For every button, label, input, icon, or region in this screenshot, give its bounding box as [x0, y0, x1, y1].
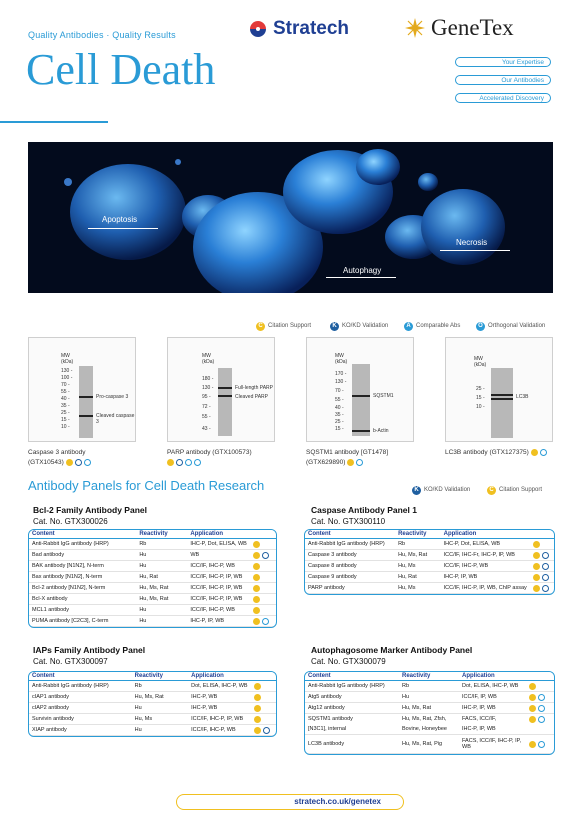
cell-reactivity: Rb [136, 539, 187, 550]
mw-label: 72 - [202, 404, 211, 410]
cell-reactivity: Hu, Rat [395, 572, 441, 583]
orthogonal-icon [540, 449, 547, 456]
legend-comparable-label: Comparable Abs [416, 323, 461, 329]
cell-reactivity: Hu, Ms, Rat, Pig [399, 735, 459, 754]
blot-band [218, 395, 232, 397]
cell-reactivity: Hu, Ms [395, 583, 441, 594]
cell-reactivity: Hu [136, 561, 187, 572]
col-reactivity: Reactivity [132, 672, 188, 681]
caption-line: LC3B antibody (GTX127375) [445, 449, 529, 456]
blot-lc3b [445, 337, 553, 442]
cell-content: Caspase 3 antibody [305, 550, 395, 561]
iaps-panel-table [28, 671, 277, 737]
cell-application: IHC-P, WB [188, 703, 250, 714]
mw-label: 55 - [61, 389, 70, 395]
hero-line-autophagy [326, 277, 396, 278]
blot-band [218, 387, 232, 389]
citation-icon: C [487, 486, 496, 495]
mw-label: 180 - [202, 376, 214, 382]
section-legend-citation-label: Citation Support [499, 487, 543, 493]
table-row [29, 594, 276, 605]
table-row [305, 583, 554, 594]
cell-application: ICC/IF, IHC-P, IP, WB [188, 714, 250, 725]
cell-reactivity: Hu, Ms, Rat [136, 594, 187, 605]
citation-icon [531, 449, 538, 456]
section-legend-citation [487, 485, 542, 495]
footer-url-link[interactable]: stratech.co.uk/genetex [176, 794, 404, 810]
kokd-icon: K [412, 486, 421, 495]
kokd-icon: K [330, 322, 339, 331]
table-row [29, 572, 276, 583]
table-row [305, 714, 554, 725]
caspase-panel-title: Caspase Antibody Panel 1 [311, 505, 417, 515]
mw-label: 130 - [202, 385, 214, 391]
band-label: Cleaved PARP [235, 394, 268, 400]
blot-sqstm1 [306, 337, 414, 442]
cell-content: Atg5 antibody [305, 692, 399, 703]
band-label: Pro-caspase 3 [96, 394, 129, 400]
legend-citation [256, 321, 311, 331]
mw-header: MW (kDa) [335, 353, 348, 365]
cell-reactivity: Hu [399, 692, 459, 703]
cell-reactivity: Hu, Ms [132, 714, 188, 725]
band-label: LC3B [516, 394, 529, 400]
mw-label: 130 - [61, 368, 73, 374]
cell-application: IHC-P, Dot, ELISA, WB [187, 539, 249, 550]
caption-line: (GTX10543) [28, 459, 64, 466]
cell-content: cIAP1 antibody [29, 692, 132, 703]
cell-content: Atg12 antibody [305, 703, 399, 714]
cell-reactivity: Hu, Ms, Rat [395, 550, 441, 561]
mw-label: 10 - [61, 424, 70, 430]
cell-content: Bax antibody [N1N2], N-term [29, 572, 136, 583]
caption-sqstm1 [306, 448, 388, 468]
stratech-logo-icon [248, 19, 268, 39]
cell-reactivity: Hu, Rat [136, 572, 187, 583]
cell-application: IHC-P, IP, WB [459, 703, 526, 714]
table-row [305, 539, 554, 550]
cell-reactivity: Hu [132, 725, 188, 736]
band-label: Full-length PARP [235, 385, 273, 391]
caption-caspase3 [28, 448, 91, 468]
cell-content: Caspase 9 antibody [305, 572, 395, 583]
kokd-icon [75, 459, 82, 466]
citation-icon [253, 563, 260, 570]
table-row [29, 714, 276, 725]
mw-label: 25 - [335, 419, 344, 425]
band-label: SQSTM1 [373, 393, 394, 399]
citation-icon [529, 694, 536, 701]
autophagosome-panel-cat: Cat. No. GTX300079 [311, 657, 386, 666]
blot-lane [352, 364, 370, 436]
mw-label: 100 - [61, 375, 73, 381]
cell-reactivity: Rb [399, 681, 459, 692]
cell-application: ICC/IF, IHC-P, IP, WB, ChIP assay [441, 583, 530, 594]
citation-icon [254, 683, 261, 690]
cell-application: ICC/IF, IP, WB [459, 692, 526, 703]
cell-application: Dot, ELISA, IHC-P, WB [188, 681, 250, 692]
col-application: Application [188, 672, 250, 681]
mw-label: 43 - [202, 426, 211, 432]
cell-application: ICC/IF, IHC-Fr, IHC-P, IP, WB [441, 550, 530, 561]
cell-application: ICC/IF, IHC-P, WB [187, 605, 249, 616]
citation-icon [253, 585, 260, 592]
kokd-icon [176, 459, 183, 466]
cell-content: [N3C1], internal [305, 724, 399, 735]
cell-content: Bad antibody [29, 550, 136, 561]
table-row [29, 681, 276, 692]
cell-application: ICC/IF, IHC-P, IP, WB [187, 583, 249, 594]
blot-band [352, 430, 370, 432]
col-icons [526, 672, 554, 681]
cell-reactivity: Rb [395, 539, 441, 550]
citation-icon [529, 741, 536, 748]
cell-reactivity: Bovine, Honeybee [399, 724, 459, 735]
pill-accelerated-discovery: Accelerated Discovery [455, 93, 551, 103]
citation-icon [529, 683, 536, 690]
table-row [305, 561, 554, 572]
hero-image [28, 142, 553, 293]
kokd-icon [542, 552, 549, 559]
cell-reactivity: Hu [136, 550, 187, 561]
col-content: Content [29, 530, 136, 539]
genetex-brand-name: GeneTex [431, 15, 514, 40]
table-row [305, 703, 554, 714]
cell-content: Bcl-X antibody [29, 594, 136, 605]
cell-application: ICC/IF, IHC-P, WB [441, 561, 530, 572]
citation-icon [254, 705, 261, 712]
legend-citation-label: Citation Support [268, 323, 312, 329]
cell-content: Bcl-2 antibody [N1N2], N-term [29, 583, 136, 594]
legend-kokd-label: KO/KD Validation [342, 323, 389, 329]
cell-content: Survivin antibody [29, 714, 132, 725]
blot-band [352, 395, 370, 397]
orthogonal-icon [538, 705, 545, 712]
orthogonal-icon [538, 694, 545, 701]
cell-content: PARP antibody [305, 583, 395, 594]
pill-your-expertise: Your Expertise [455, 57, 551, 67]
mw-label: 40 - [335, 405, 344, 411]
mw-header: MW (kDa) [202, 353, 215, 365]
cell-reactivity: Hu, Ms, Rat [136, 583, 187, 594]
autophagosome-panel-title: Autophagosome Marker Antibody Panel [311, 645, 473, 655]
cell-content: PUMA antibody [C2C3], C-term [29, 616, 136, 627]
cell-content: Anti-Rabbit IgG antibody (HRP) [305, 681, 399, 692]
hero-label-necrosis: Necrosis [456, 238, 488, 247]
col-reactivity: Reactivity [395, 530, 441, 539]
cell-application: ICC/IF, IHC-P, IP, WB [187, 594, 249, 605]
col-icons [530, 530, 554, 539]
cell-application: IHC-P, IP, WB [441, 572, 530, 583]
mw-label: 70 - [335, 388, 344, 394]
table-row [29, 725, 276, 736]
table-row [305, 572, 554, 583]
blot-band [79, 415, 93, 417]
caption-lc3b [445, 448, 547, 458]
citation-icon [66, 459, 73, 466]
table-row [29, 692, 276, 703]
citation-icon [533, 541, 540, 548]
citation-icon: C [256, 322, 265, 331]
orthogonal-icon [356, 459, 363, 466]
mw-label: 35 - [61, 403, 70, 409]
citation-icon [533, 574, 540, 581]
citation-icon [533, 585, 540, 592]
band-label: Cleaved caspase 3 [96, 413, 135, 425]
cell-content: cIAP2 antibody [29, 703, 132, 714]
genetex-logo [404, 15, 514, 41]
title-underline [0, 121, 108, 123]
stratech-brand-name: Stratech [273, 18, 350, 39]
cell-content: Anti-Rabbit IgG antibody (HRP) [305, 539, 395, 550]
cell-application: IHC-P, WB [188, 692, 250, 703]
kokd-icon [262, 552, 269, 559]
cell-application: Dot, ELISA, IHC-P, WB [459, 681, 526, 692]
blot-lane [218, 368, 232, 436]
mw-label: 130 - [335, 379, 347, 385]
citation-icon [529, 705, 536, 712]
bcl2-panel-table [28, 529, 277, 628]
mw-header: MW (kDa) [61, 353, 74, 365]
pill-our-antibodies: Our Antibodies [455, 75, 551, 85]
mw-label: 10 - [476, 404, 485, 410]
col-content: Content [305, 530, 395, 539]
mw-label: 70 - [61, 382, 70, 388]
caption-line: Caspase 3 antibody [28, 449, 86, 456]
blot-parp [167, 337, 275, 442]
table-row [305, 550, 554, 561]
cell-application: IHC-P, Dot, ELISA, WB [441, 539, 530, 550]
iaps-panel-cat: Cat. No. GTX300097 [33, 657, 108, 666]
cell-application: ICC/IF, IHC-P, WB [188, 725, 250, 736]
comparable-icon: A [404, 322, 413, 331]
blot-lane [79, 366, 93, 438]
cell-content: Anti-Rabbit IgG antibody (HRP) [29, 681, 132, 692]
mw-label: 15 - [476, 395, 485, 401]
orthogonal-icon [84, 459, 91, 466]
cell-application: FACS, ICC/IF, [462, 716, 497, 722]
cell-content: XIAP antibody [29, 725, 132, 736]
citation-icon [253, 596, 260, 603]
citation-icon [347, 459, 354, 466]
cell-application: FACS, ICC/IF, IHC-P, IP, WB [459, 735, 526, 754]
legend-orthogonal [476, 321, 545, 331]
caption-parp [167, 448, 252, 468]
hero-label-autophagy: Autophagy [343, 266, 382, 275]
comparable-icon [185, 459, 192, 466]
mw-label: 35 - [335, 412, 344, 418]
blot-band [491, 394, 513, 396]
cell-reactivity: Hu [136, 605, 187, 616]
cell-reactivity: Hu, Ms [395, 561, 441, 572]
orthogonal-icon [538, 741, 545, 748]
cell-content: SQSTM1 antibody [308, 716, 353, 722]
citation-icon [533, 552, 540, 559]
col-icons [250, 530, 276, 539]
citation-icon [253, 618, 260, 625]
table-row [29, 583, 276, 594]
orthogonal-icon [194, 459, 201, 466]
mw-label: 25 - [61, 410, 70, 416]
legend-orthogonal-label: Orthogonal Validation [488, 323, 546, 329]
mw-label: 15 - [61, 417, 70, 423]
cell-application: IHC-P, IP, WB [459, 724, 526, 735]
stratech-logo [248, 18, 349, 40]
caspase-panel-cat: Cat. No. GTX300110 [311, 517, 386, 526]
table-row [305, 735, 554, 754]
autophagosome-panel-table [304, 671, 555, 755]
cell-reactivity: Hu [132, 703, 188, 714]
legend-comparable [404, 321, 460, 331]
orthogonal-icon [262, 618, 269, 625]
table-row [29, 539, 276, 550]
cell-content: MCL1 antibody [29, 605, 136, 616]
table-row [29, 703, 276, 714]
citation-icon [254, 694, 261, 701]
table-row [29, 561, 276, 572]
blot-caspase3 [28, 337, 136, 442]
mw-header: MW (kDa) [474, 356, 487, 368]
blot-lane [491, 368, 513, 438]
blot-band [79, 396, 93, 398]
col-application: Application [187, 530, 249, 539]
cell-application: WB [187, 550, 249, 561]
caspase-panel-table [304, 529, 555, 595]
kokd-icon [542, 574, 549, 581]
kokd-icon [542, 585, 549, 592]
cell-application: ICC/IF, IHC-P, WB [187, 561, 249, 572]
mw-label: 95 - [202, 394, 211, 400]
citation-icon [254, 727, 261, 734]
cell-content: Anti-Rabbit IgG antibody (HRP) [29, 539, 136, 550]
caption-line: (GTX629890) [306, 459, 346, 466]
mw-label: 15 - [335, 426, 344, 432]
cell-content: BAK antibody [N1N2], N-term [29, 561, 136, 572]
col-icons [251, 672, 276, 681]
col-content: Content [29, 672, 132, 681]
iaps-panel-title: IAPs Family Antibody Panel [33, 645, 146, 655]
table-row [305, 681, 554, 692]
table-row [29, 616, 276, 627]
citation-icon [253, 574, 260, 581]
blot-band [491, 398, 513, 400]
kokd-icon [263, 727, 270, 734]
mw-label: 25 - [476, 386, 485, 392]
table-row [29, 605, 276, 616]
caption-line: PARP antibody (GTX100573) [167, 449, 252, 456]
cell-reactivity: Hu, Ms, Rat [132, 692, 188, 703]
mw-label: 40 - [61, 396, 70, 402]
table-row [305, 724, 554, 735]
table-row [305, 692, 554, 703]
citation-icon [254, 716, 261, 723]
table-row [29, 550, 276, 561]
mw-label: 55 - [335, 397, 344, 403]
section-title: Antibody Panels for Cell Death Research [28, 478, 265, 493]
bcl2-panel-title: Bcl-2 Family Antibody Panel [33, 505, 147, 515]
hero-line-necrosis [440, 250, 510, 251]
citation-icon [529, 716, 536, 723]
hero-label-apoptosis: Apoptosis [102, 215, 138, 224]
cell-application: IHC-P, IP, WB [187, 616, 249, 627]
cell-reactivity: Hu, Ms, Rat, Zfsh, [402, 716, 447, 722]
bcl2-panel-cat: Cat. No. GTX300026 [33, 517, 108, 526]
citation-icon [167, 459, 174, 466]
cell-content: Caspase 8 antibody [305, 561, 395, 572]
citation-icon [253, 552, 260, 559]
caption-line: SQSTM1 antibody [GT1478] [306, 449, 389, 456]
band-label: b-Actin [373, 428, 389, 434]
mw-label: 170 - [335, 371, 347, 377]
col-application: Application [459, 672, 526, 681]
cell-reactivity: Rb [132, 681, 188, 692]
mw-label: 55 - [202, 414, 211, 420]
orthogonal-icon: O [476, 322, 485, 331]
col-reactivity: Reactivity [399, 672, 459, 681]
cell-application: ICC/IF, IHC-P, IP, WB [187, 572, 249, 583]
cell-content: LC3B antibody [305, 735, 399, 754]
cell-reactivity: Hu, Ms, Rat [399, 703, 459, 714]
legend-kokd [330, 321, 388, 331]
col-application: Application [441, 530, 530, 539]
kokd-icon [542, 563, 549, 570]
col-reactivity: Reactivity [136, 530, 187, 539]
col-content: Content [305, 672, 399, 681]
section-legend-kokd [412, 485, 470, 495]
hero-line-apoptosis [88, 228, 158, 229]
citation-icon [253, 607, 260, 614]
orthogonal-icon [538, 716, 545, 723]
tagline: Quality Antibodies · Quality Results [28, 30, 176, 40]
cell-reactivity: Hu [136, 616, 187, 627]
genetex-star-icon [404, 17, 426, 39]
section-legend-kokd-label: KO/KD Validation [424, 487, 471, 493]
citation-icon [253, 541, 260, 548]
page-title: Cell Death [26, 45, 216, 94]
citation-icon [533, 563, 540, 570]
